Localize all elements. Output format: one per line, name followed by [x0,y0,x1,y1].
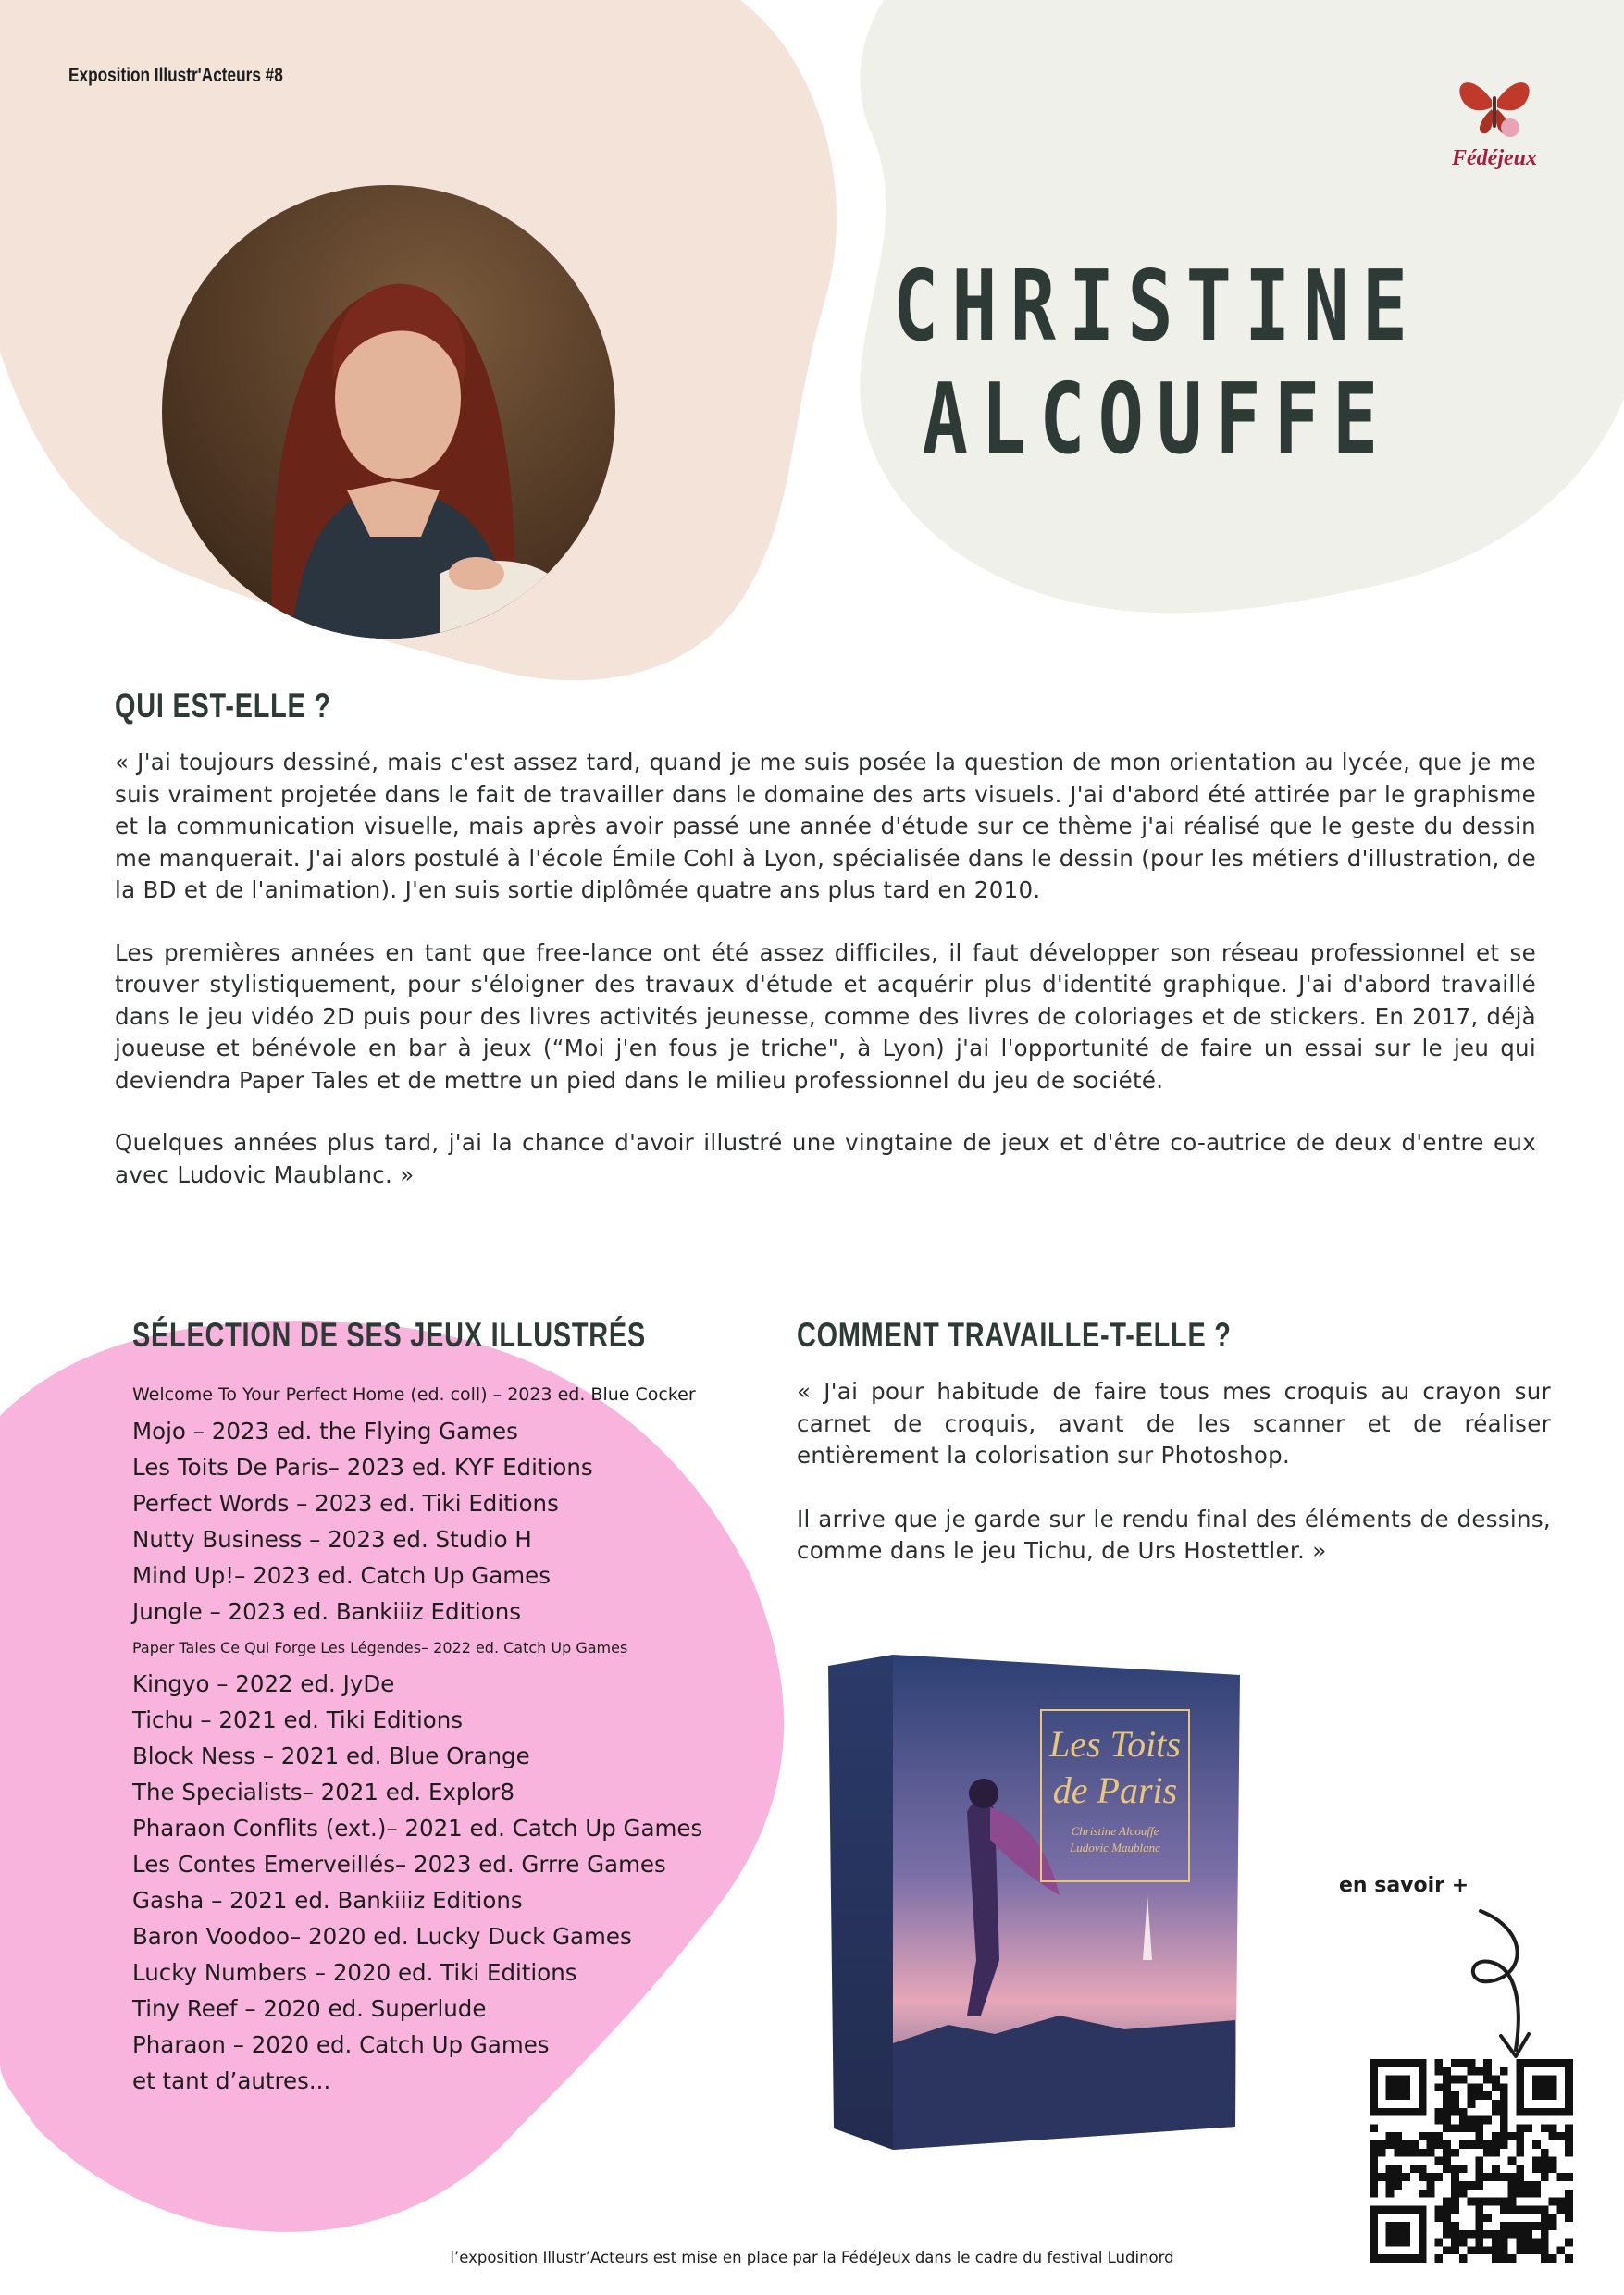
list-item: Tiny Reef – 2020 ed. Superlude [132,1995,487,2022]
bio-heading: QUI EST-ELLE ? [115,687,331,725]
list-item: et tant d’autres... [132,2067,331,2094]
work-text [797,1376,1551,1599]
list-item: Welcome To Your Perfect Home (ed. coll) – 2023 ed. Blue Cocker [132,1384,696,1405]
box-title-line2: de Paris [1052,1769,1178,1811]
list-item: Lucky Numbers – 2020 ed. Tiki Editions [132,1959,577,1986]
list-item: Paper Tales Ce Qui Forge Les Légendes– 2022 ed. Catch Up Games [132,1639,628,1656]
list-item: Pharaon Conflits (ext.)– 2021 ed. Catch Up Games [132,1815,703,1842]
learn-more-label: en savoir + [1339,1874,1469,1897]
exhibition-label: Exposition Illustr'Acteurs #8 [68,65,283,86]
work-heading: COMMENT TRAVAILLE-T-ELLE ? [797,1316,1232,1354]
game-box-image [828,1655,1240,2150]
games-heading: SÉLECTION DE SES JEUX ILLUSTRÉS [132,1316,646,1354]
bio-paragraph: Les premières années en tant que free-lance ont été assez difficiles, il faut développer son réseau professionnel et se trouver stylistiquement, pour s'éloigner des travaux d'étude et acquérir plus d'identité graphique. J'ai d'abord travaillé dans le jeu vidéo 2D puis pour des livres activités jeunesse, comme des livres de coloriages et de stickers. En 2017, déjà joueuse et bénévole en bar à jeux (“Moi j'en fous je triche", à Lyon) j'ai l'opportunité de faire un essai sur le jeu qui deviendra Paper Tales et de mettre un pied dans le milieu professionnel du jeu de société. [115,938,1536,1094]
games-list [132,1377,702,2099]
list-item: Kingyo – 2022 ed. JyDe [132,1670,395,1697]
work-paragraph: Il arrive que je garde sur le rendu final des éléments de dessins, comme dans le jeu Tichu, de Urs Hostettler. » [797,1505,1551,1564]
list-item: Jungle – 2023 ed. Bankiiiz Editions [132,1598,522,1625]
artist-last-name: ALCOUFFE [922,363,1392,476]
footer-credit: l’exposition Illustr’Acteurs est mise en place par la FédéJeux dans le cadre du festival Ludinord [450,2249,1174,2266]
artist-first-name: CHRISTINE [892,250,1421,363]
list-item: Pharaon – 2020 ed. Catch Up Games [132,2031,550,2058]
list-item: Perfect Words – 2023 ed. Tiki Editions [132,1490,559,1517]
list-item: Mind Up!– 2023 ed. Catch Up Games [132,1562,551,1589]
box-title-line1: Les Toits [1049,1723,1181,1765]
list-item: Mojo – 2023 ed. the Flying Games [132,1418,518,1445]
list-item: Nutty Business – 2023 ed. Studio H [132,1526,532,1553]
qr-code[interactable] [1370,2059,1573,2263]
curly-arrow-icon [1444,1906,1545,2064]
box-author-1: Christine Alcouffe [1071,1824,1159,1838]
portrait-photo [162,185,615,639]
list-item: The Specialists– 2021 ed. Explor8 [132,1779,514,1805]
bio-paragraph: Quelques années plus tard, j'ai la chance d'avoir illustré une vingtaine de jeux et d'être co-autrice de deux d'entre eux avec Ludovic Maublanc. » [115,1129,1536,1188]
list-item: Block Ness – 2021 ed. Blue Orange [132,1743,530,1769]
list-item: Tichu – 2021 ed. Tiki Editions [132,1706,464,1733]
bio-paragraph: « J'ai toujours dessiné, mais c'est assez tard, quand je me suis posée la question de mon orientation au lycée, que je me suis vraiment projetée dans le fait de travailler dans le domaine des arts visuels. J'ai d'abord été attirée par le graphisme et la communication visuelle, mais après avoir passé une année d'étude sur ce thème j'ai réalisé que le geste du dessin me manquerait. J'ai alors postulé à l'école Émile Cohl à Lyon, spécialisée dans le dessin (pour les métiers d'illustration, de la BD et de l'animation). J'en suis sortie diplômée quatre ans plus tard en 2010. [115,749,1536,903]
bio-text [115,747,1536,1222]
butterfly-icon [1459,82,1529,137]
list-item: Gasha – 2021 ed. Bankiiiz Editions [132,1887,523,1914]
list-item: Les Contes Emerveillés– 2023 ed. Grrre Games [132,1851,666,1878]
list-item: Baron Voodoo– 2020 ed. Lucky Duck Games [132,1923,632,1950]
fedejeux-logo [1444,63,1545,174]
list-item: Les Toits De Paris– 2023 ed. KYF Editions [132,1454,593,1481]
logo-text: Fédéjeux [1452,146,1537,170]
box-author-2: Ludovic Maublanc [1070,1841,1160,1855]
work-paragraph: « J'ai pour habitude de faire tous mes croquis au crayon sur carnet de croquis, avant de les scanner et de réaliser entièrement la colorisation sur Photoshop. [797,1378,1551,1469]
artist-name [889,250,1423,476]
